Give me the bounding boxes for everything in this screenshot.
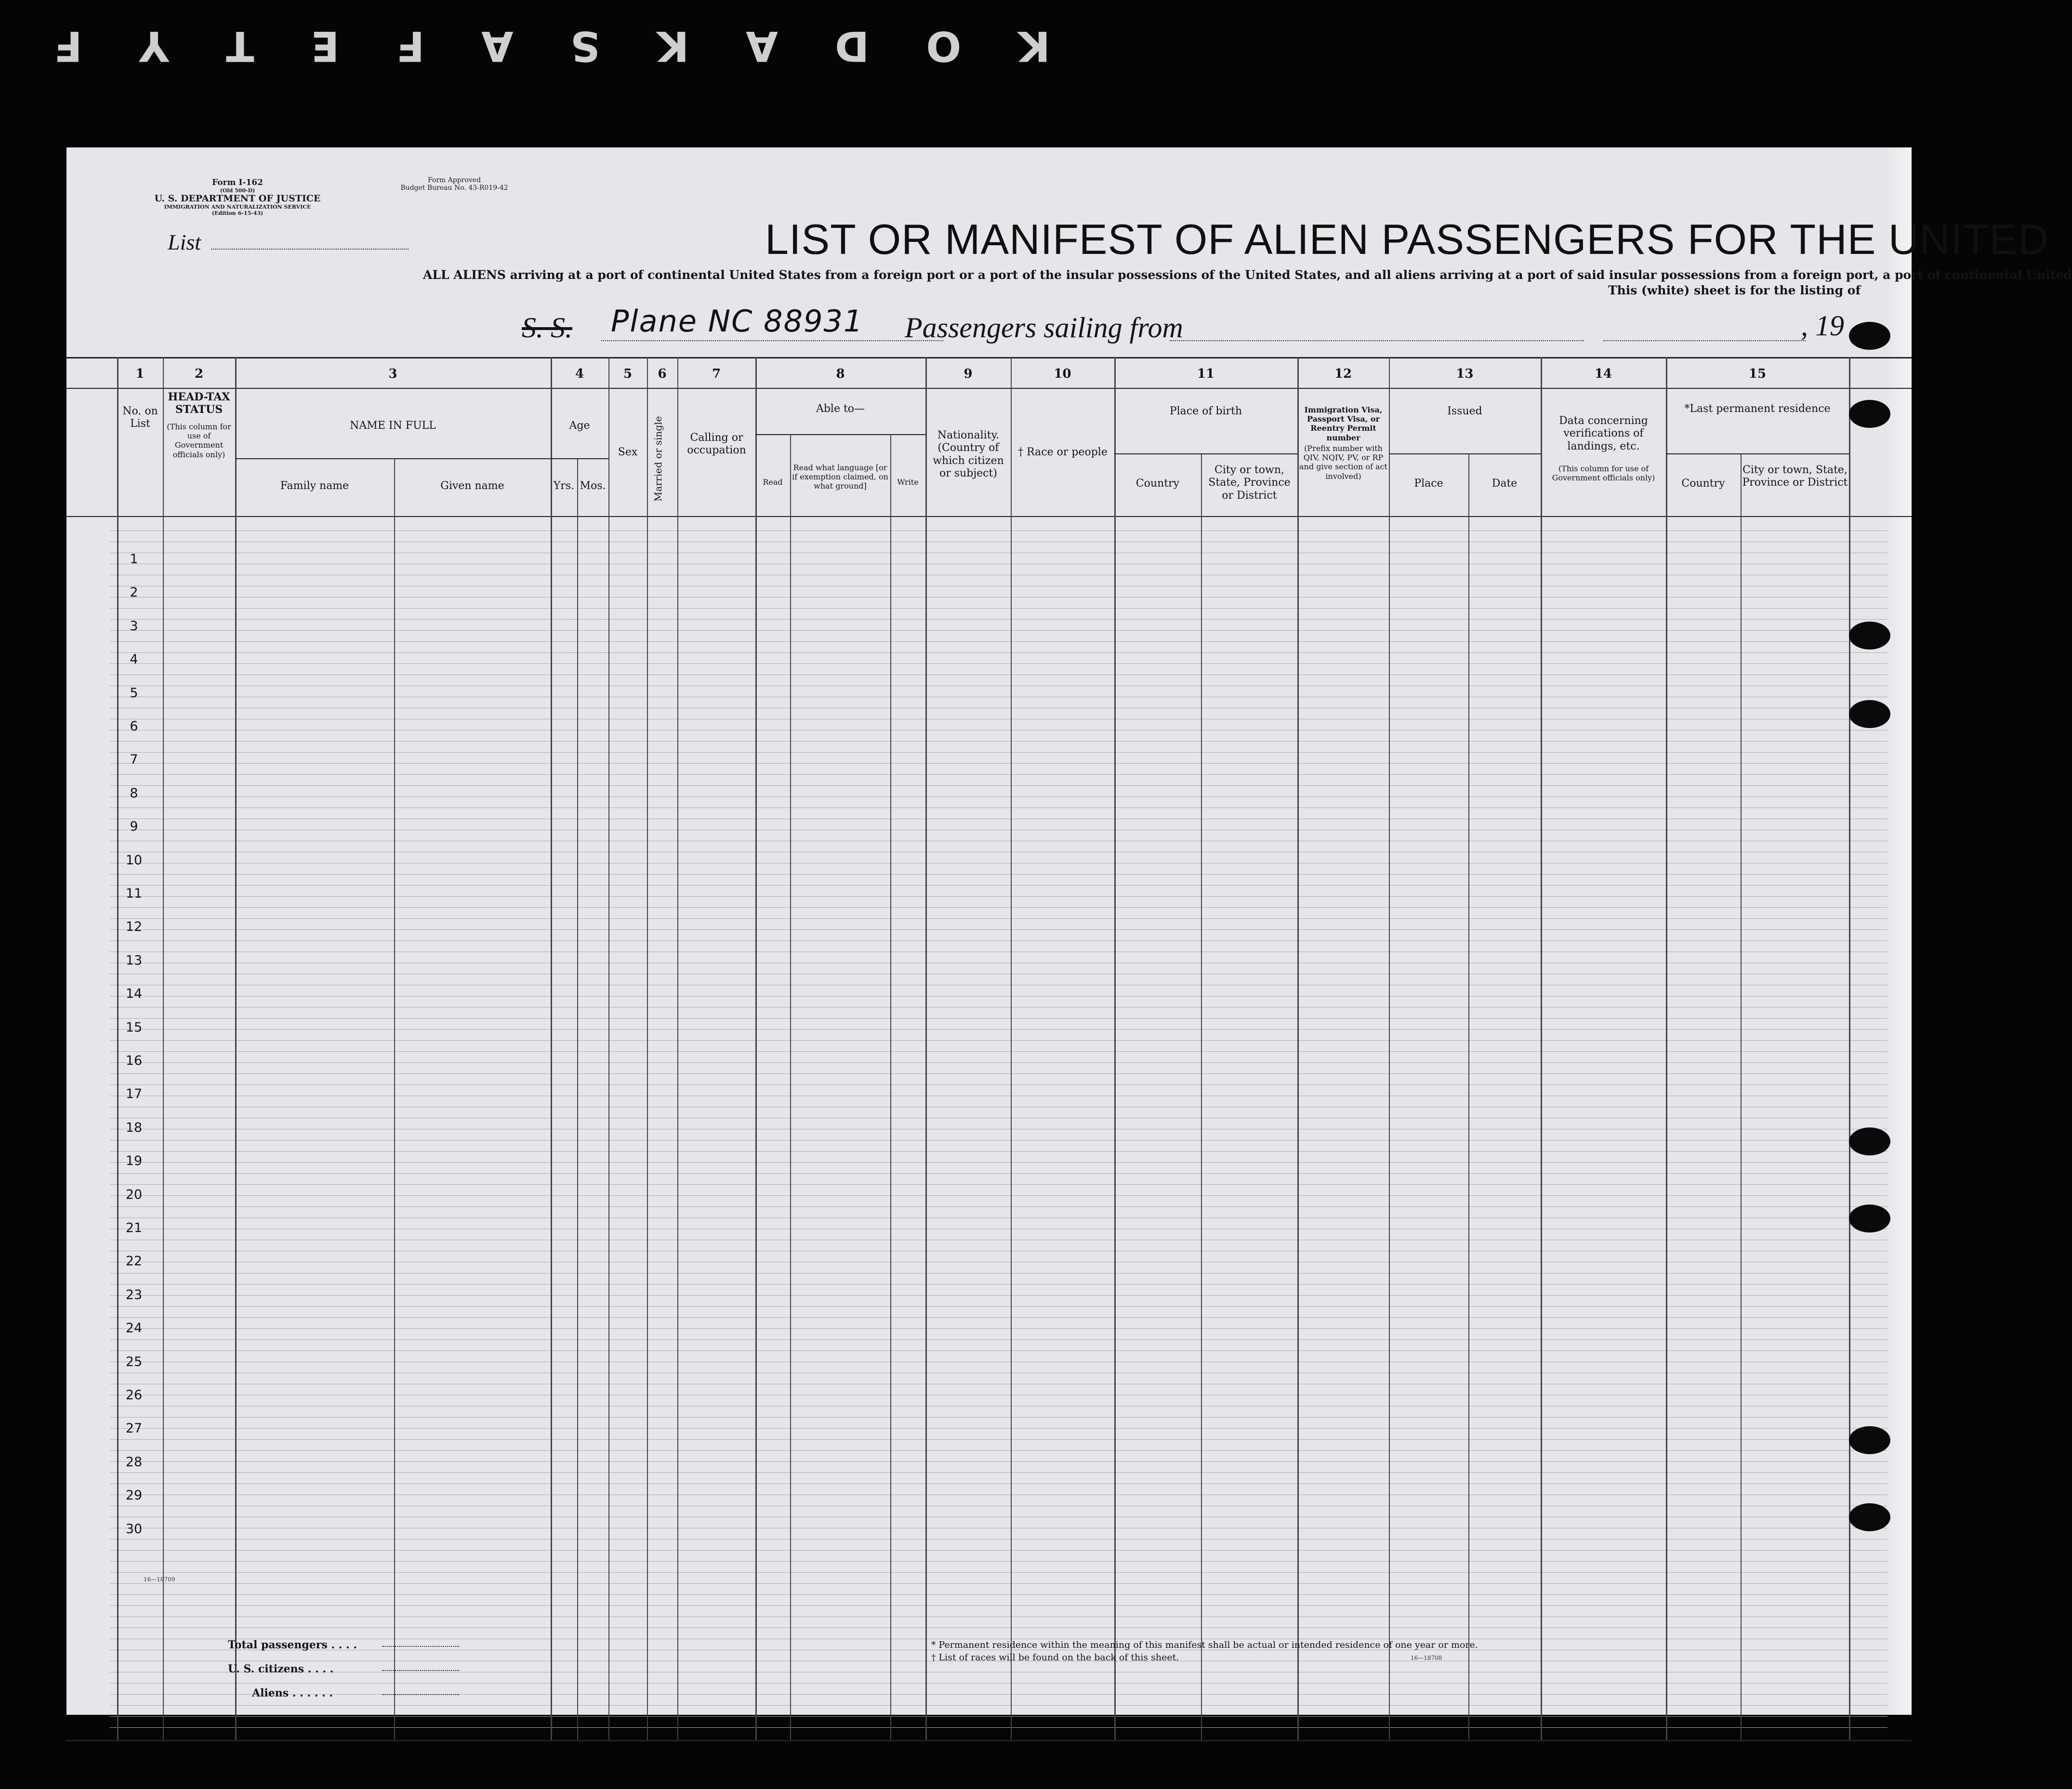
col-divider xyxy=(577,458,578,1740)
ruled-line xyxy=(110,1339,1887,1340)
form-approved xyxy=(375,176,534,192)
col-divider xyxy=(1849,357,1850,1740)
col-number: 4 xyxy=(575,367,584,381)
row-number: 20 xyxy=(125,1187,143,1202)
header-visa-note: (Prefix number with QIV, NQIV, PV, or RP and give section of act involved) xyxy=(1299,444,1387,481)
ruled-line xyxy=(110,1705,1887,1706)
ruled-line xyxy=(110,763,1887,764)
row-number: 28 xyxy=(125,1454,143,1470)
ss-label: S. S. xyxy=(522,312,572,344)
row-number: 10 xyxy=(125,852,143,868)
col-divider xyxy=(1666,357,1667,1740)
col-divider xyxy=(394,458,395,1740)
list-number-field[interactable] xyxy=(211,249,409,250)
col-divider xyxy=(890,434,891,1740)
row-number: 17 xyxy=(125,1087,143,1102)
header-race: † Race or people xyxy=(1018,446,1108,458)
sailing-date-field[interactable] xyxy=(1603,340,1806,341)
film-letter: E xyxy=(311,22,340,70)
subtitle-continued: This (white) sheet is for the listing of xyxy=(1608,283,1861,297)
film-letter: F xyxy=(396,22,425,70)
name-subheader-rule xyxy=(235,458,551,459)
col-divider xyxy=(925,357,927,1740)
row-number: 9 xyxy=(130,819,138,835)
ruled-line xyxy=(110,619,1887,620)
col-divider xyxy=(1741,453,1742,1740)
ruled-line xyxy=(110,1439,1887,1440)
manifest-table xyxy=(66,357,1912,1740)
ruled-line xyxy=(110,1195,1887,1196)
ruled-line xyxy=(110,608,1887,609)
age-subheader-rule xyxy=(551,458,608,459)
department: U. S. DEPARTMENT OF JUSTICE xyxy=(154,193,321,204)
header-data-note: (This column for use of Government officials only) xyxy=(1552,464,1655,483)
row-number: 5 xyxy=(130,685,138,701)
row-number: 19 xyxy=(125,1153,143,1169)
col-divider xyxy=(1389,357,1390,1740)
row-number: 23 xyxy=(125,1287,143,1302)
row-number: 7 xyxy=(130,752,138,768)
ruled-line xyxy=(110,1284,1887,1285)
col-divider xyxy=(1114,357,1116,1740)
row-number: 12 xyxy=(125,919,143,935)
old-form: (Old 500-D) xyxy=(220,187,255,194)
col-divider xyxy=(677,357,678,1740)
sailing-port-field[interactable] xyxy=(1170,340,1584,341)
print-code-left: 16—18709 xyxy=(144,1576,175,1583)
punch-hole xyxy=(1849,622,1890,649)
ruled-line xyxy=(110,1594,1887,1595)
ruled-line xyxy=(110,1062,1887,1063)
row-number: 30 xyxy=(125,1521,143,1537)
col-divider xyxy=(1468,453,1469,1740)
film-letter: D xyxy=(834,22,870,70)
birth-subheader-rule xyxy=(1114,453,1297,454)
row-number: 25 xyxy=(125,1354,143,1369)
ruled-line xyxy=(110,896,1887,897)
col-divider xyxy=(647,357,648,1740)
form-id: Form I-162 xyxy=(212,178,263,187)
row-number: 22 xyxy=(125,1254,143,1269)
film-letter: Y xyxy=(139,22,169,70)
ruled-line xyxy=(110,1450,1887,1451)
row-number: 6 xyxy=(130,719,138,734)
ruled-line xyxy=(110,796,1887,797)
ship-name-field[interactable] xyxy=(601,340,943,341)
ruled-line xyxy=(110,1583,1887,1584)
aliens-field[interactable] xyxy=(382,1694,459,1695)
col-number: 6 xyxy=(658,367,667,381)
form-identification xyxy=(144,178,331,216)
table-top-rule xyxy=(66,357,1912,358)
header-name-in-full: NAME IN FULL xyxy=(350,420,436,432)
ruled-line xyxy=(110,1727,1887,1728)
col-divider xyxy=(551,357,552,1740)
punch-hole xyxy=(1849,1205,1890,1232)
col-number: 15 xyxy=(1748,367,1767,381)
us-citizens-field[interactable] xyxy=(382,1670,459,1671)
subtitle: ALL ALIENS arriving at a port of continental United States from a foreign port or a port of the insular possessions of the United States, and all aliens arriving at a port of said insular possessions from a foreign port, a port of continental United xyxy=(423,268,2072,282)
row-number: 27 xyxy=(125,1421,143,1436)
residence-subheader-rule xyxy=(1666,453,1849,454)
ruled-line xyxy=(110,1173,1887,1174)
ruled-line xyxy=(110,1184,1887,1185)
film-letter: K xyxy=(657,22,689,70)
row-number: 16 xyxy=(125,1053,143,1068)
ruled-line xyxy=(110,929,1887,930)
film-letter: F xyxy=(53,22,82,70)
film-letter: A xyxy=(746,22,778,70)
header-age: Age xyxy=(569,420,590,432)
col-divider xyxy=(790,434,791,1740)
col-divider xyxy=(235,357,237,1740)
row-number: 21 xyxy=(125,1220,143,1235)
row-number: 24 xyxy=(125,1321,143,1336)
ruled-line xyxy=(110,1151,1887,1152)
header-birth-city: City or town, State, Province or District xyxy=(1208,464,1291,502)
print-code-right: 16—18708 xyxy=(1411,1655,1442,1661)
header-nationality: Nationality. (Country of which citizen or subject) xyxy=(933,429,1004,480)
col-number: 9 xyxy=(963,367,973,381)
header-able-to: Able to— xyxy=(816,403,865,415)
row-number: 11 xyxy=(125,886,143,901)
ruled-line xyxy=(110,1051,1887,1052)
ruled-line xyxy=(110,1073,1887,1074)
list-label: List xyxy=(168,230,201,254)
film-letter: S xyxy=(570,22,600,70)
row-number: 2 xyxy=(130,585,138,600)
film-letter: O xyxy=(926,22,962,70)
page-title: LIST OR MANIFEST OF ALIEN PASSENGERS FOR THE UNITED xyxy=(765,215,2049,263)
film-edge-lettering xyxy=(0,14,1060,77)
ruled-line xyxy=(110,1306,1887,1307)
col-divider xyxy=(755,357,757,1740)
header-yrs: Yrs. xyxy=(553,480,575,492)
row-number: 29 xyxy=(125,1488,143,1503)
ruled-line xyxy=(110,1040,1887,1041)
us-citizens-label: U. S. citizens . . . . xyxy=(228,1663,334,1675)
col-number: 5 xyxy=(623,367,633,381)
header-last-residence: *Last permanent residence xyxy=(1684,403,1831,415)
total-passengers-field[interactable] xyxy=(382,1646,459,1647)
edition: (Edition 6-15-43) xyxy=(211,210,264,216)
approved-line2: Budget Bureau No. 43-R019-42 xyxy=(400,184,508,192)
ruled-line xyxy=(110,1295,1887,1296)
approved-line1: Form Approved xyxy=(427,176,481,184)
col-divider xyxy=(1541,357,1542,1740)
ruled-line xyxy=(110,1716,1887,1717)
ship-name-handwritten: Plane NC 88931 xyxy=(611,304,864,339)
punch-hole xyxy=(1849,1426,1890,1454)
header-given-name: Given name xyxy=(440,480,504,492)
ruled-line xyxy=(110,1018,1887,1019)
ruled-line xyxy=(110,1162,1887,1163)
col-number: 14 xyxy=(1594,367,1612,381)
ruled-line xyxy=(110,1328,1887,1329)
ruled-line xyxy=(110,874,1887,875)
ruled-line xyxy=(110,785,1887,786)
header-data-concerning: Data concerning verifications of landings, etc. xyxy=(1559,415,1648,452)
col-number: 13 xyxy=(1456,367,1474,381)
header-family-name: Family name xyxy=(280,480,349,492)
colnum-rule xyxy=(66,388,1912,389)
ruled-line xyxy=(110,752,1887,753)
header-married-or-single: Married or single xyxy=(652,416,664,502)
row-number: 4 xyxy=(130,652,138,667)
ruled-line xyxy=(110,918,1887,919)
ruled-line xyxy=(110,741,1887,742)
col-number: 3 xyxy=(388,367,397,381)
col-number: 1 xyxy=(135,367,145,381)
header-calling: Calling or occupation xyxy=(687,432,746,457)
header-issued-place: Place xyxy=(1414,477,1443,490)
header-no-on-list: No. on List xyxy=(122,405,158,430)
punch-hole xyxy=(1849,322,1890,350)
col-divider xyxy=(1297,357,1299,1740)
ruled-line xyxy=(110,1605,1887,1606)
header-residence-city: City or town, State, Province or District xyxy=(1742,464,1848,489)
row-number: 15 xyxy=(125,1020,143,1035)
col-divider xyxy=(608,357,609,1740)
table-bottom-rule xyxy=(66,1740,1912,1741)
film-letter: K xyxy=(1018,22,1050,70)
film-letter: A xyxy=(481,22,514,70)
punch-hole xyxy=(1849,1127,1890,1155)
ruled-line xyxy=(110,1561,1887,1562)
total-passengers-label: Total passengers . . . . xyxy=(228,1639,357,1651)
col-number: 2 xyxy=(194,367,204,381)
row-number: 26 xyxy=(125,1388,143,1403)
row-number: 1 xyxy=(130,552,138,567)
col-number: 8 xyxy=(836,367,845,381)
header-read-what-language: Read what language [or if exemption claimed, on what ground] xyxy=(792,463,888,491)
film-letter: T xyxy=(225,22,254,70)
footnote-races: † List of races will be found on the back of this sheet. xyxy=(931,1652,1179,1663)
header-head-tax: HEAD-TAX STATUS xyxy=(168,391,230,416)
able-subheader-rule xyxy=(755,434,925,435)
ruled-line xyxy=(110,1029,1887,1030)
header-issued: Issued xyxy=(1447,405,1482,417)
ruled-line xyxy=(110,530,1887,531)
ruled-line xyxy=(110,1428,1887,1429)
ruled-line xyxy=(110,1572,1887,1573)
ruled-line xyxy=(110,1417,1887,1418)
row-number: 3 xyxy=(130,618,138,634)
sailing-from-label: Passengers sailing from xyxy=(905,312,1183,344)
col-number: 11 xyxy=(1197,367,1215,381)
header-residence-country: Country xyxy=(1681,477,1725,490)
row-number: 8 xyxy=(130,785,138,801)
ruled-line xyxy=(110,663,1887,664)
header-mos: Mos. xyxy=(580,480,606,492)
row-number: 18 xyxy=(125,1120,143,1135)
footnote-residence: * Permanent residence within the meaning of this manifest shall be actual or intended residence of one year or more. xyxy=(931,1640,1478,1650)
col-number: 10 xyxy=(1054,367,1071,381)
ruled-line xyxy=(110,774,1887,775)
col-divider xyxy=(1011,357,1012,1740)
aliens-label: Aliens . . . . . . xyxy=(252,1687,333,1699)
ruled-line xyxy=(110,652,1887,653)
punch-hole xyxy=(1849,400,1890,428)
header-read: Read xyxy=(763,477,783,487)
manifest-sheet xyxy=(66,147,2072,1715)
punch-hole xyxy=(1849,700,1890,728)
ruled-line xyxy=(110,641,1887,642)
ruled-line xyxy=(110,1472,1887,1473)
ruled-line xyxy=(110,1461,1887,1462)
col-divider xyxy=(163,357,164,1740)
row-number: 14 xyxy=(125,986,143,1002)
header-birth-country: Country xyxy=(1135,477,1180,490)
ruled-line xyxy=(110,630,1887,631)
issued-subheader-rule xyxy=(1389,453,1541,454)
header-visa: Immigration Visa, Passport Visa, or Reentry Permit number xyxy=(1304,405,1383,442)
header-issued-date: Date xyxy=(1491,477,1518,490)
ruled-line xyxy=(110,907,1887,908)
header-place-of-birth: Place of birth xyxy=(1169,405,1242,417)
service: IMMIGRATION AND NATURALIZATION SERVICE xyxy=(164,204,311,211)
ruled-line xyxy=(110,1694,1887,1695)
punch-hole xyxy=(1849,1503,1890,1531)
row-number: 13 xyxy=(125,953,143,968)
ruled-line xyxy=(110,1317,1887,1318)
col-number: 7 xyxy=(712,367,721,381)
header-sex: Sex xyxy=(618,446,638,458)
col-divider xyxy=(1201,453,1202,1740)
header-write: Write xyxy=(897,477,919,487)
col-number: 12 xyxy=(1334,367,1352,381)
ruled-line xyxy=(110,1206,1887,1207)
ruled-line xyxy=(110,885,1887,886)
year-label: , 19 xyxy=(1801,310,1844,342)
header-head-tax-note: (This column for use of Government officials only) xyxy=(167,422,231,459)
header-bottom-rule xyxy=(66,516,1912,517)
